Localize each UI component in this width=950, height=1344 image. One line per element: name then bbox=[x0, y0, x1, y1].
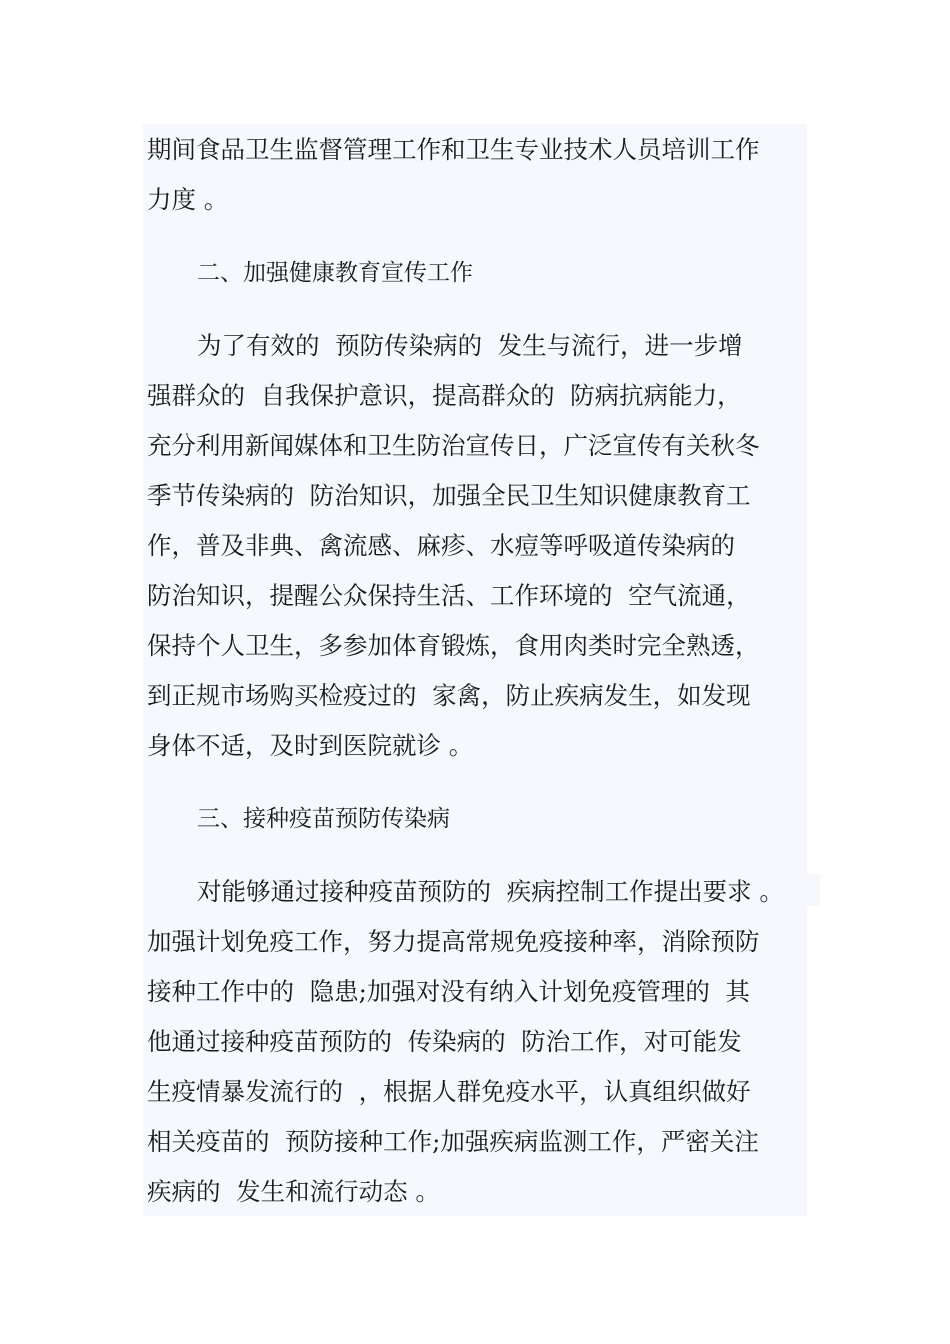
paragraph-continuation bbox=[147, 125, 787, 225]
text-line: 充分利用新闻媒体和卫生防治宣传日，广泛宣传有关秋冬 bbox=[147, 431, 760, 460]
text-line: 加强计划免疫工作，努力提高常规免疫接种率，消除预防 bbox=[147, 927, 760, 956]
section-heading-2 bbox=[147, 248, 787, 298]
text-line: 季节传染病的 防治知识，加强全民卫生知识健康教育工 bbox=[147, 481, 751, 510]
text-line: 身体不适，及时到医院就诊 。 bbox=[147, 731, 474, 760]
text-line: 保持个人卫生，多参加体育锻炼，食用肉类时完全熟透， bbox=[147, 631, 760, 660]
text-line: 为了有效的 预防传染病的 发生与流行，进一步增 bbox=[197, 331, 743, 360]
text-line: 对能够通过接种疫苗预防的 疾病控制工作提出要求 。 bbox=[197, 877, 784, 906]
text-line: 力度 。 bbox=[147, 185, 229, 214]
text-line: 疾病的 发生和流行动态 。 bbox=[147, 1177, 440, 1206]
text-line: 期间食品卫生监督管理工作和卫生专业技术人员培训工作 bbox=[147, 135, 760, 164]
text-line: 作，普及非典、禽流感、麻疹、水痘等呼吸道传染病的 bbox=[147, 531, 735, 560]
section-heading-3 bbox=[147, 794, 787, 844]
paragraph-section-2 bbox=[147, 321, 787, 771]
paragraph-section-3 bbox=[147, 867, 787, 1217]
text-line: 接种工作中的 隐患;加强对没有纳入计划免疫管理的 其 bbox=[147, 977, 750, 1006]
text-line: 他通过接种疫苗预防的 传染病的 防治工作，对可能发 bbox=[147, 1027, 742, 1056]
section-heading: 三、接种疫苗预防传染病 bbox=[197, 806, 450, 832]
text-line: 生疫情暴发流行的 ，根据人群免疫水平，认真组织做好 bbox=[147, 1077, 751, 1106]
text-line: 相关疫苗的 预防接种工作;加强疾病监测工作，严密关注 bbox=[147, 1127, 759, 1156]
text-line: 到正规市场购买检疫过的 家禽，防止疾病发生，如发现 bbox=[147, 681, 751, 710]
section-heading: 二、加强健康教育宣传工作 bbox=[197, 260, 473, 286]
text-line: 强群众的 自我保护意识，提高群众的 防病抗病能力， bbox=[147, 381, 742, 410]
page-background-highlight-notch bbox=[788, 874, 820, 906]
text-line: 防治知识，提醒公众保持生活、工作环境的 空气流通， bbox=[147, 581, 751, 610]
document-body bbox=[147, 125, 787, 1217]
